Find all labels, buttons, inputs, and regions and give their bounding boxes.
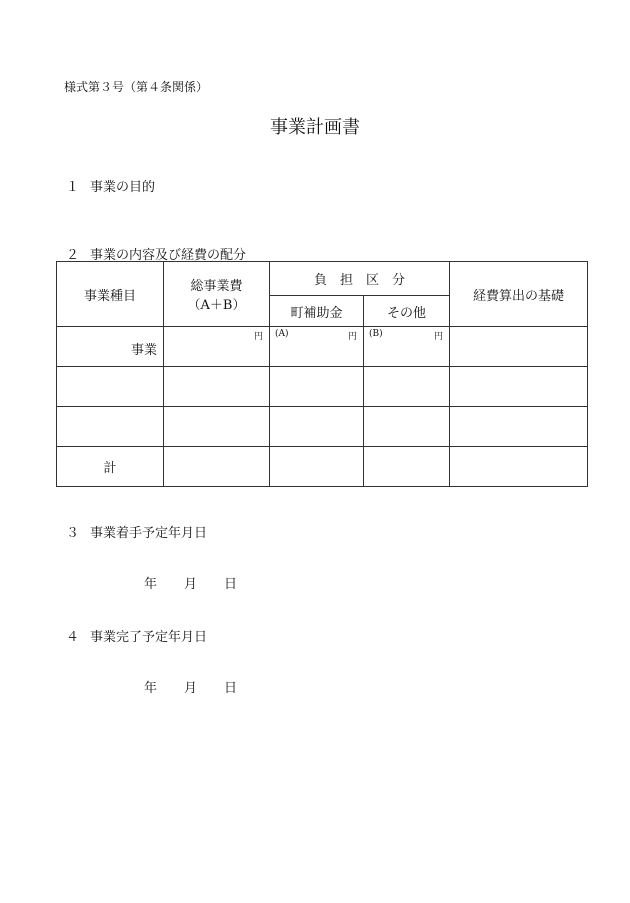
type-cell[interactable] — [57, 367, 164, 407]
town-cell[interactable] — [270, 447, 364, 487]
yen-unit: 円 — [347, 332, 357, 342]
row-label-text: 事業 — [130, 343, 157, 358]
table-row — [57, 367, 588, 407]
header-burden: 負 担 区 分 — [270, 262, 450, 296]
other-cell[interactable] — [364, 367, 450, 407]
mark-b: (B) — [369, 329, 383, 339]
basis-cell[interactable] — [450, 327, 588, 367]
year-unit: 年 — [144, 681, 158, 696]
header-other: その他 — [364, 296, 450, 327]
section-purpose — [66, 176, 155, 195]
yen-unit: 円 — [433, 332, 443, 342]
other-cell[interactable] — [364, 447, 450, 487]
header-total-cost — [164, 262, 270, 327]
month-unit: 月 — [184, 681, 198, 696]
other-cell[interactable] — [364, 407, 450, 447]
expense-table — [56, 261, 588, 487]
section-number: ２ — [66, 248, 80, 263]
header-business-type: 事業種目 — [57, 262, 164, 327]
basis-cell[interactable] — [450, 367, 588, 407]
document-title: 事業計画書 — [270, 117, 360, 138]
header-total-line2: （A＋B） — [187, 298, 246, 313]
header-basis: 経費算出の基礎 — [450, 262, 588, 327]
day-unit: 日 — [224, 577, 238, 592]
yen-unit: 円 — [253, 332, 263, 342]
form-number: 様式第３号（第４条関係） — [64, 80, 209, 94]
town-cell[interactable] — [270, 407, 364, 447]
year-unit: 年 — [144, 577, 158, 592]
other-cell[interactable] — [364, 327, 450, 367]
section-number: ３ — [66, 526, 80, 541]
total-row-label: 計 — [57, 447, 164, 487]
table-row-total — [57, 447, 588, 487]
section-end-date — [66, 626, 207, 645]
town-cell[interactable] — [270, 367, 364, 407]
mark-a: (A) — [275, 329, 289, 339]
table-row — [57, 327, 588, 367]
section-number: ４ — [66, 630, 80, 645]
month-unit: 月 — [184, 577, 198, 592]
day-unit: 日 — [224, 681, 238, 696]
town-cell[interactable] — [270, 327, 364, 367]
header-total-line1: 総事業費 — [190, 279, 243, 294]
type-cell[interactable] — [57, 407, 164, 447]
section-label: 事業完了予定年月日 — [90, 630, 208, 645]
section-label: 事業の内容及び経費の配分 — [90, 248, 247, 263]
row-label — [57, 327, 164, 367]
section-start-date — [66, 522, 207, 541]
total-cell[interactable] — [164, 407, 270, 447]
header-town-subsidy: 町補助金 — [270, 296, 364, 327]
section-label: 事業の目的 — [90, 180, 156, 195]
basis-cell[interactable] — [450, 447, 588, 487]
total-cell[interactable] — [164, 327, 270, 367]
section-number: １ — [66, 180, 80, 195]
table-row — [57, 407, 588, 447]
total-cell[interactable] — [164, 447, 270, 487]
basis-cell[interactable] — [450, 407, 588, 447]
section-label: 事業着手予定年月日 — [90, 526, 208, 541]
total-cell[interactable] — [164, 367, 270, 407]
